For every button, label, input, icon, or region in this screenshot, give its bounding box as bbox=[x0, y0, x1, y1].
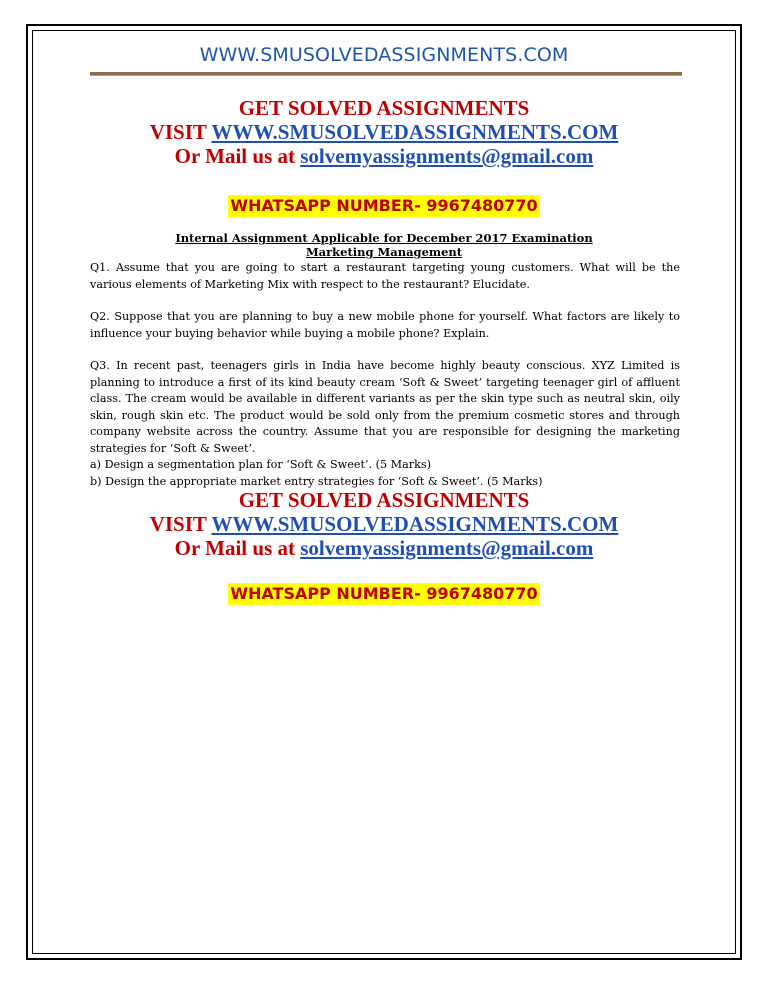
promo-visit-line bbox=[0, 120, 768, 144]
assignment-subject: Marketing Management bbox=[305, 245, 463, 259]
question-3a: a) Design a segmentation plan for ‘Soft & Sweet’. (5 Marks) bbox=[90, 458, 432, 471]
promo-headline-bottom: GET SOLVED ASSIGNMENTS bbox=[238, 488, 530, 512]
promo-visit-link[interactable]: WWW.SMUSOLVEDASSIGNMENTS.COM bbox=[211, 120, 619, 144]
whatsapp-wrap-bottom bbox=[0, 583, 768, 605]
promo-visit-line-bottom bbox=[0, 512, 768, 536]
assignment-body bbox=[90, 260, 680, 490]
promo-visit-prefix: VISIT bbox=[149, 120, 212, 144]
promo-mail-link-bottom[interactable]: solvemyassignments@gmail.com bbox=[300, 536, 594, 560]
header-site[interactable]: WWW.SMUSOLVEDASSIGNMENTS.COM bbox=[199, 44, 569, 66]
whatsapp-number: WHATSAPP NUMBER- 9967480770 bbox=[230, 196, 538, 215]
promo-headline: GET SOLVED ASSIGNMENTS bbox=[238, 96, 530, 120]
question-1: Q1. Assume that you are going to start a restaurant targeting young customers. What will be the various elements of Marketing Mix with respect to the restaurant? Elucidate. bbox=[90, 261, 680, 291]
promo-visit-link-bottom[interactable]: WWW.SMUSOLVEDASSIGNMENTS.COM bbox=[211, 512, 619, 536]
promo-mail-prefix: Or Mail us at bbox=[174, 144, 301, 168]
promo-mail-line-bottom bbox=[0, 536, 768, 560]
header-rule bbox=[90, 72, 682, 76]
question-3: Q3. In recent past, teenagers girls in India have become highly beauty conscious. XYZ Limited is planning to introduce a first of its kind beauty cream ‘Soft & Sweet’ targeting teenager girl of affluent class. The cream would be available in different variants as per the skin type such as neutral skin, oily skin, rough skin etc. The product would be sold only from the premium cosmetic stores and through company website across the country. Assume that you are responsible for designing the marketing strategies for ‘Soft & Sweet’. bbox=[90, 359, 680, 455]
assignment-title: Internal Assignment Applicable for December 2017 Examination bbox=[175, 231, 593, 245]
promo-mail-link[interactable]: solvemyassignments@gmail.com bbox=[300, 144, 594, 168]
promo-block-bottom bbox=[0, 488, 768, 560]
whatsapp-number-bottom: WHATSAPP NUMBER- 9967480770 bbox=[230, 584, 538, 603]
promo-mail-line bbox=[0, 144, 768, 168]
promo-visit-prefix-bottom: VISIT bbox=[149, 512, 212, 536]
question-2: Q2. Suppose that you are planning to buy a new mobile phone for yourself. What factors are likely to influence your buying behavior while buying a mobile phone? Explain. bbox=[90, 310, 680, 340]
promo-block-top bbox=[0, 96, 768, 168]
promo-mail-prefix-bottom: Or Mail us at bbox=[174, 536, 301, 560]
whatsapp-wrap-top bbox=[0, 195, 768, 217]
question-3b: b) Design the appropriate market entry strategies for ‘Soft & Sweet’. (5 Marks) bbox=[90, 474, 543, 488]
